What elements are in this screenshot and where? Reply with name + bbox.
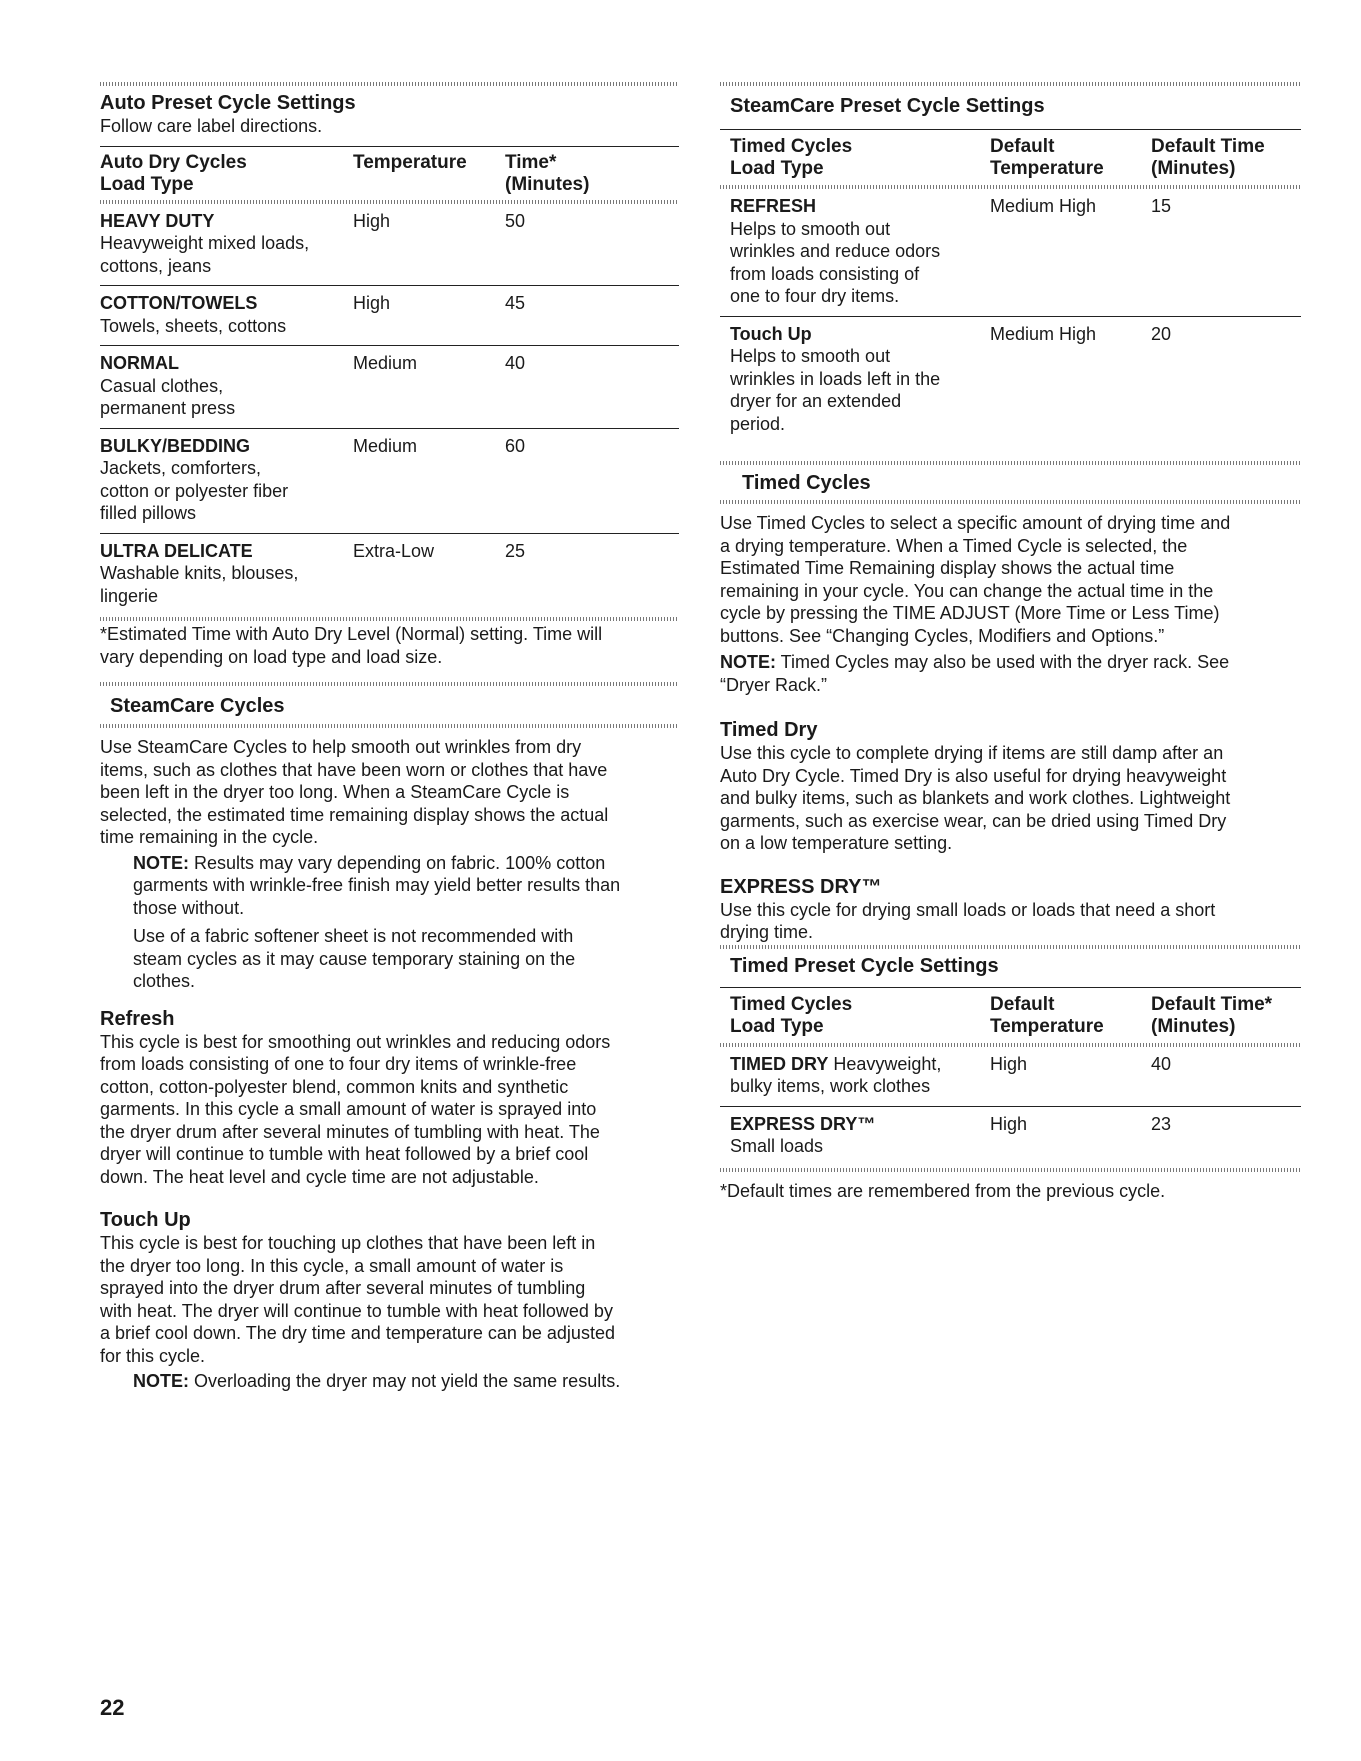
divider [720, 987, 1301, 988]
note: Use of a fabric softener sheet is not recommended with steam cycles as it may cause temporary staining on the clothes. [133, 926, 576, 991]
section-title: Touch Up [100, 1209, 191, 1231]
divider [720, 82, 1301, 86]
divider [720, 945, 1301, 949]
time-cell: 60 [505, 435, 526, 456]
section-title: Refresh [100, 1007, 175, 1030]
divider [720, 316, 1301, 317]
cycle-name: HEAVY DUTY [100, 210, 215, 231]
cycle-name: TIMED DRY [730, 1053, 829, 1074]
table-row [100, 292, 679, 337]
temperature-cell: Medium High [990, 323, 1097, 344]
divider [720, 1168, 1301, 1172]
cycle-cell [730, 1053, 990, 1098]
cycle-name: BULKY/BEDDING [100, 435, 251, 456]
cycle-description: lingerie [100, 585, 159, 606]
temperature-cell: Extra-Low [353, 540, 435, 561]
time-cell: 45 [505, 293, 526, 313]
note: NOTE: Overloading the dryer may not yield the same results. [133, 1371, 621, 1391]
divider [720, 1043, 1301, 1047]
cycle-name: ULTRA DELICATE [100, 540, 253, 561]
cycle-name: Touch Up [730, 323, 812, 344]
cycle-description: one to four dry items. [730, 286, 900, 306]
time-cell: 50 [505, 210, 526, 231]
table-footnote: *Default times are remembered from the previous cycle. [720, 1180, 1166, 1201]
cycle-description: Heavyweight mixed loads, [100, 233, 310, 253]
cycle-name-line [730, 1053, 990, 1076]
cycle-name: EXPRESS DRY™ [730, 1113, 876, 1134]
cycle-description: wrinkles and reduce odors [730, 241, 941, 261]
temperature-cell: Medium High [990, 196, 1097, 216]
section-subtitle: Follow care label directions. [100, 116, 323, 136]
note: NOTE: Timed Cycles may also be used with the dryer rack. See “Dryer Rack.” [720, 652, 1230, 695]
left-column [100, 82, 679, 1393]
paragraph: Use this cycle to complete drying if items are still damp after an Auto Dry Cycle. Timed Dry is also useful for drying heavyweight and bulky items, such as blankets and work clothes. Lightweight garments, such as exercise wear, can be dried using Timed Dry on a low temperature setting. [720, 743, 1231, 853]
table-row [100, 435, 679, 525]
cycle-cell [730, 323, 990, 436]
divider [720, 185, 1301, 189]
section-title: Timed Dry [720, 719, 818, 741]
page-number: 22 [100, 1695, 125, 1720]
divider [720, 461, 1301, 465]
section-title: Timed Cycles [742, 472, 871, 494]
divider [100, 285, 679, 286]
temperature-cell: High [990, 1113, 1028, 1134]
section-title: Auto Preset Cycle Settings [100, 92, 356, 114]
time-cell: 23 [1151, 1113, 1172, 1134]
paragraph: This cycle is best for touching up clothes that have been left in the dryer too long. In this cycle, a small amount of water is sprayed into the dryer drum after several minutes of tumbling with heat. The dryer will continue to tumble with heat followed by a brief cool down. The dry time and temperature can be adjusted for this cycle. [100, 1233, 615, 1366]
temperature-cell: Medium [353, 435, 418, 456]
divider [100, 682, 679, 686]
table-row [100, 540, 679, 608]
divider [100, 724, 679, 728]
divider [100, 617, 679, 621]
divider [720, 1106, 1301, 1107]
cycle-description: permanent press [100, 398, 236, 418]
divider [100, 82, 679, 86]
paragraph: Use Timed Cycles to select a specific amount of drying time and a drying temperature. When a Timed Cycle is selected, the Estimated Time Remaining display shows the actual time remaining in your cycle. You can change the actual time in the cycle by pressing the TIME ADJUST (More Time or Less Time) buttons. See “Changing Cycles, Modifiers and Options.” [720, 513, 1231, 646]
cycle-description: from loads consisting of [730, 263, 920, 284]
cycle-description: Casual clothes, [100, 375, 224, 396]
cycle-description: Towels, sheets, cottons [100, 315, 287, 336]
table-row [720, 323, 1301, 436]
table-row [720, 195, 1301, 308]
cycle-name-line [730, 1113, 990, 1136]
paragraph: Use this cycle for drying small loads or loads that need a short drying time. [720, 899, 1216, 942]
cycle-description: wrinkles in loads left in the [730, 368, 941, 389]
cycle-description: Heavyweight, [828, 1053, 942, 1074]
divider [100, 533, 679, 534]
divider [100, 428, 679, 429]
temperature-cell: Medium [353, 353, 418, 373]
cycle-cell [100, 292, 353, 337]
paragraph: This cycle is best for smoothing out wrinkles and reducing odors from loads consisting of one to four dry items of wrinkle-free cotton, cotton-polyester blend, common knits and synthetic garments. In this cycle a small amount of water is sprayed into the dryer drum after several minutes of tumbling with heat. The dryer will continue to tumble with heat followed by a brief cool down. The heat level and cycle time are not adjustable. [100, 1031, 611, 1187]
table-header: Auto Dry Cycles Temperature Time* Load Type (Minutes) [100, 151, 590, 195]
cycle-cell [100, 210, 353, 278]
table-row [100, 352, 679, 420]
cycle-description: bulky items, work clothes [730, 1076, 931, 1096]
cycle-description: cottons, jeans [100, 255, 212, 276]
table-header: Timed Cycles Default Default Time Load Type Temperature (Minutes) [730, 136, 1265, 179]
divider [720, 129, 1301, 130]
note: NOTE: Results may vary depending on fabric. 100% cotton garments with wrinkle-free finish may yield better results than those without. [133, 852, 621, 918]
time-cell: 40 [505, 353, 526, 373]
section-title: SteamCare Preset Cycle Settings [730, 95, 1045, 117]
divider [100, 146, 679, 147]
cycle-description: Washable knits, blouses, [100, 563, 299, 583]
cycle-description: period. [730, 413, 786, 434]
time-cell: 40 [1151, 1053, 1172, 1074]
cycle-name: REFRESH [730, 196, 817, 216]
divider [100, 200, 679, 204]
time-cell: 25 [505, 540, 526, 561]
cycle-name: NORMAL [100, 353, 179, 373]
temperature-cell: High [990, 1053, 1028, 1074]
section-title: Timed Preset Cycle Settings [730, 954, 999, 977]
table-header: Timed Cycles Default Default Time* Load Type Temperature (Minutes) [730, 993, 1273, 1037]
cycle-cell [730, 1113, 990, 1158]
cycle-description: Small loads [730, 1136, 824, 1156]
section-title: SteamCare Cycles [110, 695, 285, 717]
cycle-cell [100, 435, 353, 525]
table-row [720, 1113, 1301, 1158]
section-title: EXPRESS DRY™ [720, 875, 882, 898]
time-cell: 15 [1151, 196, 1172, 216]
cycle-description: filled pillows [100, 503, 197, 523]
cycle-description: dryer for an extended [730, 391, 902, 411]
divider [100, 345, 679, 346]
table-row [720, 1053, 1301, 1098]
temperature-cell: High [353, 293, 391, 313]
cycle-description: cotton or polyester fiber [100, 480, 289, 501]
cycle-description: Helps to smooth out [730, 218, 891, 239]
cycle-name: COTTON/TOWELS [100, 293, 258, 313]
cycle-cell [730, 195, 990, 308]
cycle-cell [100, 540, 353, 608]
right-column [720, 82, 1301, 1202]
cycle-description: Jackets, comforters, [100, 458, 262, 478]
cycle-description: Helps to smooth out [730, 346, 891, 366]
time-cell: 20 [1151, 323, 1172, 344]
temperature-cell: High [353, 210, 391, 231]
steamcare-intro: Use SteamCare Cycles to help smooth out wrinkles from dry items, such as clothes that have been worn or clothes that have been left in the dryer too long. When a SteamCare Cycle is selected, the estimated time remaining display shows the actual time remaining in the cycle. [100, 737, 609, 847]
cycle-cell [100, 352, 353, 420]
divider [720, 500, 1301, 504]
table-row [100, 210, 679, 278]
table-footnote: *Estimated Time with Auto Dry Level (Normal) setting. Time will vary depending on load type and load size. [100, 624, 603, 667]
